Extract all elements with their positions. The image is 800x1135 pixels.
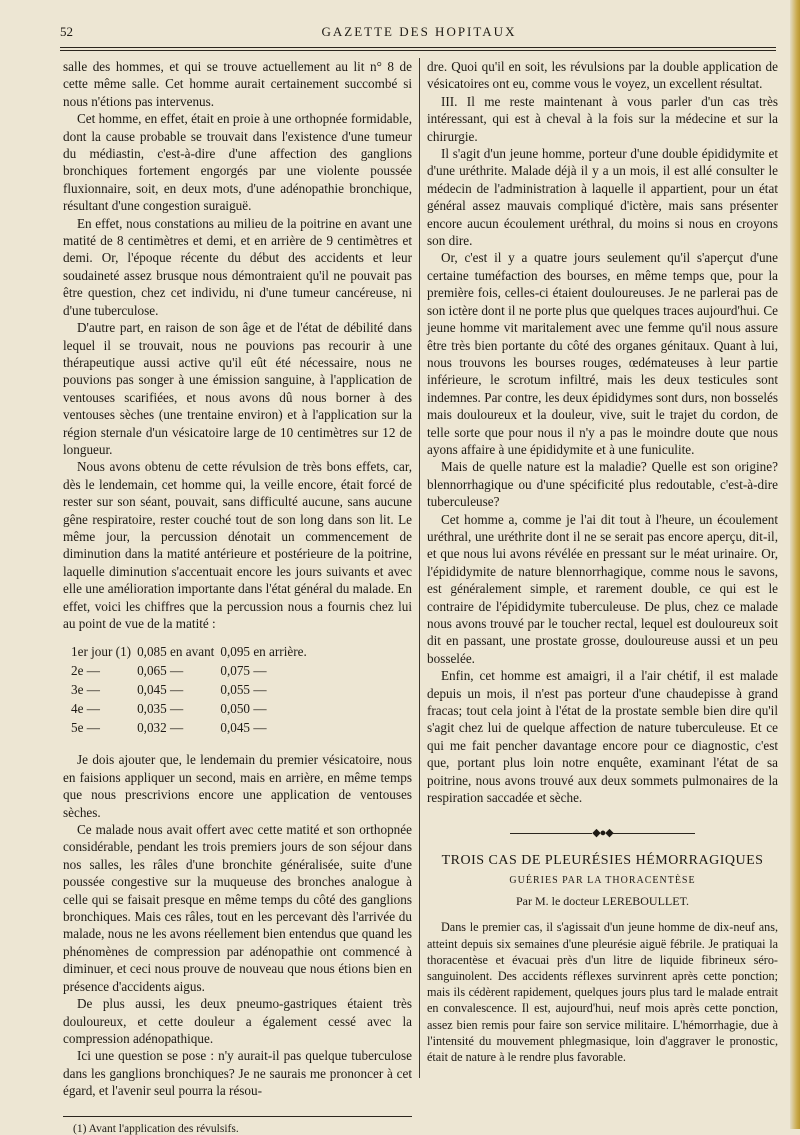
footnote-rule <box>63 1116 412 1117</box>
table-row <box>71 718 313 737</box>
left-column <box>63 58 412 1135</box>
table-cell: 3e — <box>71 681 100 697</box>
matite-table <box>71 642 313 737</box>
footnote: (1) Avant l'application des révulsifs. <box>73 1122 239 1135</box>
table-cell: 1er jour (1) <box>71 643 132 659</box>
table-row <box>71 661 313 680</box>
paragraph: En effet, nous constations au milieu de la poitrine en avant une matité de 8 centimètres et demi, et en arrière de 9 centimètres et demi. Or, l'époque récente du début des accidents et leur soudaineté assez brusque nous démontraient qu'il ne pouvait pas être question, chez cet individu, ni d'une tumeur cancéreuse, ni d'une tuberculose. <box>63 215 412 318</box>
table-row <box>71 680 313 699</box>
table-cell: 0,045 — <box>137 681 184 697</box>
paragraph: Ce malade nous avait offert avec cette matité et son orthopnée considérable, pendant les trois premiers jours de son séjour dans nos salles, les râles d'une bronchite généralisée, suite d'une poussée congestive sur la muqueuse des bronches analogue à celle qui se faisait presque en même temps du côté des ganglions bronchiques. Mais ces râles, tout en les percevant dès l'arrivée du malade, nous ne les avons réellement bien entendus que quand les phénomènes de compression par adénopathie ont commencé à diminuer, et ceci nous prouve de nouveau que nous étions bien en présence d'accidents aigus. <box>63 822 412 994</box>
page-header <box>60 20 778 44</box>
table-cell: 5e — <box>71 719 100 735</box>
journal-title: GAZETTE DES HOPITAUX <box>321 24 517 39</box>
paragraph: D'autre part, en raison de son âge et de l'état de débilité dans lequel il se trouvait, nous ne pouvions pas recourir à une thérapeutique aussi active qu'il eût été nécessaire, nous ne pouvions pas songer à une émission sanguine, à l'application de ventouses scarifiées, et nous avons dû nous borner à des ventouses sèches (une trentaine environ) et à l'application sur la région sternale d'un vésicatoire large de 10 centimètres sur 12 de longueur. <box>63 320 412 457</box>
paragraph: Ici une question se pose : n'y aurait-il pas quelque tuberculose dans les ganglions bronchiques? Je ne saurais me prononcer à cet égard, et l'avenir seul pourra la résou- <box>63 1048 412 1099</box>
table-cell: 0,035 — <box>137 700 184 716</box>
paragraph: salle des hommes, et qui se trouve actuellement au lit n° 8 de cette même salle. Cet homme aurait certainement succombé si nous n'étions pas intervenus. <box>63 59 412 109</box>
page-number: 52 <box>60 24 73 39</box>
article-subtitle: GUÉRIES PAR LA THORACENTÈSE <box>509 875 696 887</box>
table-row <box>71 642 313 661</box>
paragraph: Or, c'est il y a quatre jours seulement qu'il s'aperçut d'une certaine tuméfaction des bourses, en même temps que, pour la première fois, celles-ci étaient douloureuses. Je ne parlerai pas de son ictère dont il ne porte plus que quelques traces aujourd'hui. Ce jeune homme vit maritalement avec une femme qu'il nous assure être très bien portante du côté des organes génitaux. Quant à lui, nous trouvons les bourses rouges, œdémateuses à leur partie inférieure, le scrotum infiltré, mais les deux testicules sont indemnes. Par contre, les deux épididymes sont durs, non bosselés mais douloureux et la douleur, vive, suit le trajet du cordon, de telle sorte que pour nous il n'y a pas le moindre doute que nous ayons affaire à une épididymite et à une funiculite. <box>427 250 778 457</box>
paragraph: III. Il me reste maintenant à vous parler d'un cas très intéressant, qui est à cheval à la fois sur la médecine et sur la chirurgie. <box>427 93 778 144</box>
paragraph: Cet homme, en effet, était en proie à une orthopnée formidable, dont la cause probable se trouvait dans l'existence d'une tumeur du médiastin, c'est-à-dire d'une affection des ganglions bronchiques fortement engorgés par une violente poussée fluxionnaire, soit, en deux mots, d'une adénopathie bronchique, résultant d'une congestion suraiguë. <box>63 111 412 214</box>
table-cell: 0,095 en arrière. <box>220 643 307 659</box>
article-title: TROIS CAS DE PLEURÉSIES HÉMORRAGIQUES <box>441 853 764 869</box>
table-cell: 4e — <box>71 700 100 716</box>
table-cell: 2e — <box>71 662 100 678</box>
table-row <box>71 699 313 718</box>
table-cell: 0,045 — <box>220 719 267 735</box>
paragraph: Cet homme a, comme je l'ai dit tout à l'heure, un écoulement uréthral, une uréthrite dont il ne se serait pas encore aperçu, dit-il, et que nous lui avons révélée en pressant sur le méat urinaire. Or, l'épididymite de nature blennorrhagique, comme nous le savons, est généralement simple, et rarement double, ce qui est le contraire de l'épididymite tuberculeuse. De plus, chez ce malade nous avons trouvé par le toucher rectal, lequel est douloureux soit dit en passant, une prostate grosse, douloureuse aussi et un peu bosselée. <box>427 511 778 666</box>
article-author: Par M. le docteur LEREBOULLET. <box>515 894 690 909</box>
paragraph: Enfin, cet homme est amaigri, il a l'air chétif, il est malade depuis un mois, il n'est pas porteur d'une chaudepisse à grand fracas; tout cela joint à l'état de la prostate semble bien dire qu'il s'agit chez lui de quelque affection de nature tuberculeuse. Et ce qui me fait pencher davantage encore pour ce diagnostic, c'est que, portant plus loin notre enquête, examinant l'état de sa poitrine, nous avons trouvé aux deux sommets pulmonaires de la respiration saccadée et sèche. <box>427 668 778 806</box>
article-paragraph: Dans le premier cas, il s'agissait d'un jeune homme de dix-neuf ans, atteint depuis six semaines d'une pleurésie aiguë fébrile. Je pratiquai la thoracentèse et évacuai près d'un litre de liquide fibrineux séro-sanguinolent. Des accidents réflexes survinrent après cette ponction; mais ils cédèrent rapidement, quelques jours plus tard le malade entrait en convalescence. Il est, aujourd'hui, neuf mois après cette ponction, assez bien remis pour faire son service militaire. L'hémorrhagie, due à l'intensité du mouvement phlegmasique, loin d'aggraver le pronostic, était de nature à le rendre plus favorable. <box>427 920 778 1065</box>
table-cell: 0,032 — <box>137 719 184 735</box>
table-cell: 0,050 — <box>220 700 267 716</box>
paragraph: Mais de quelle nature est la maladie? Quelle est son origine? blennorrhagique ou d'une spécificité plus redoutable, c'est-à-dire tuberculeuse? <box>427 459 778 510</box>
paragraph: dre. Quoi qu'il en soit, les révulsions par la double application de vésicatoires ont eu, comme vous le voyez, un excellent résultat. <box>427 59 778 92</box>
section-ornament: ◆●◆ <box>427 826 778 839</box>
header-rule-double <box>60 50 776 51</box>
paragraph: Nous avons obtenu de cette révulsion de très bons effets, car, dès le lendemain, cet homme qui, la veille encore, était forcé de rester sur son séant, pouvait, sans difficulté aucune, sans aucune gêne respiratoire, rester couché tout de son long dans son lit. Le même jour, la percussion dénotait un commencement de diminution dans la matité antérieure et postérieure de la poitrine, laquelle diminution s'accentuait encore les jours suivants et avec elle une amélioration importante dans l'état général du malade. En effet, voici les chiffres que la percussion nous a fournis chez lui au point de vue de la matité : <box>63 459 412 631</box>
table-cell: 0,065 — <box>137 662 184 678</box>
table-cell: 0,055 — <box>220 681 267 697</box>
page-edge <box>790 0 800 1129</box>
column-divider <box>419 58 420 1078</box>
paragraph: Je dois ajouter que, le lendemain du premier vésicatoire, nous en faisions appliquer un second, mais en arrière, en même temps que nous prescrivions encore une application de ventouses sèches. <box>63 752 412 820</box>
table-cell: 0,085 en avant <box>137 643 215 659</box>
right-column <box>427 58 778 1065</box>
table-cell: 0,075 — <box>220 662 267 678</box>
paragraph: Il s'agit d'un jeune homme, porteur d'une double épididymite et d'une uréthrite. Malade déjà il y a un mois, il est allé consulter le médecin de l'administration à laquelle il appartient, pour un état général assez mauvais compliqué d'ictère, mais sans présenter encore aucun écoulement uréthral, du moins si nous en croyons son dire. <box>427 146 778 249</box>
header-rule <box>60 47 776 48</box>
paragraph: De plus aussi, les deux pneumo-gastriques étaient très douloureux, et cette douleur a également cessé avec la compression adénopathique. <box>63 996 412 1046</box>
